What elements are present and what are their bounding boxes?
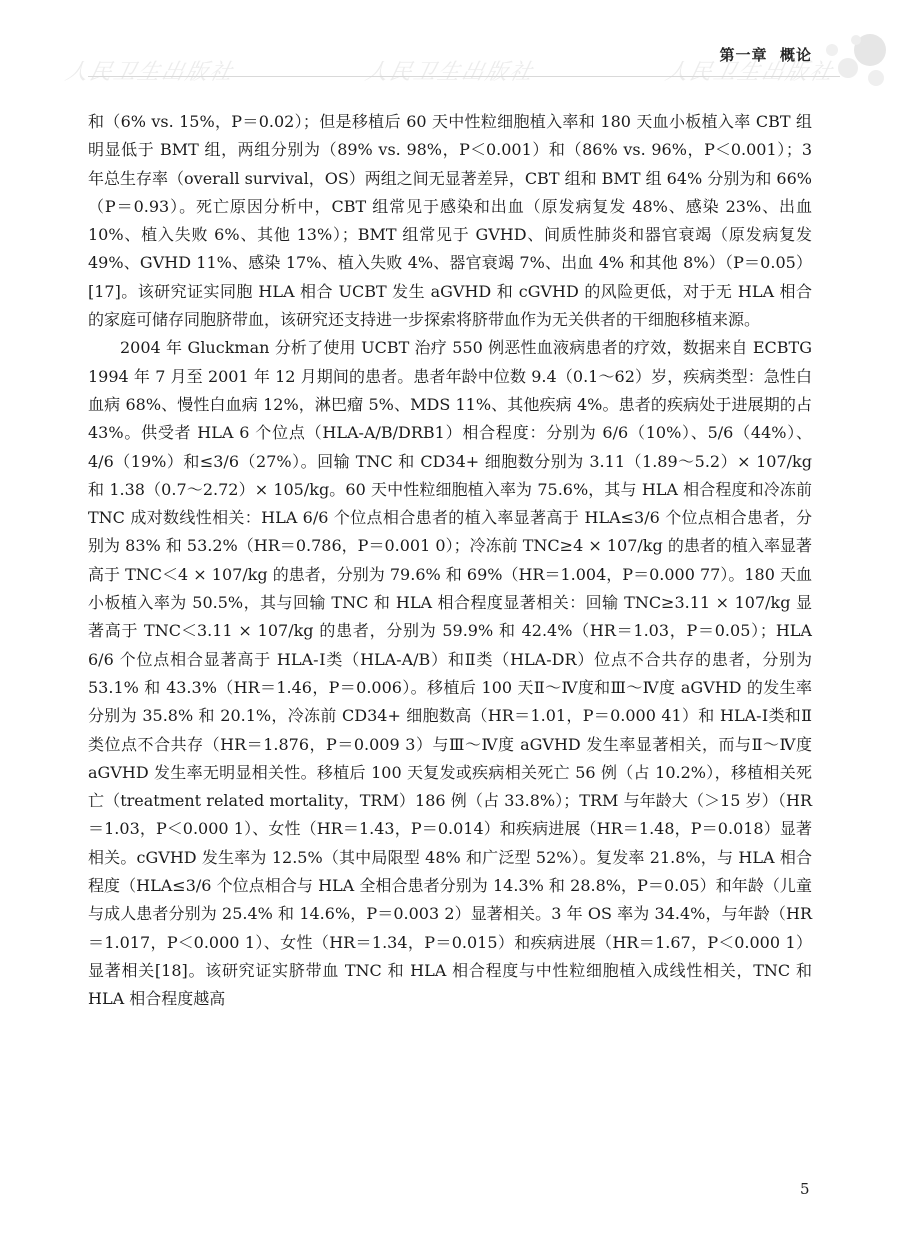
body-text xyxy=(88,108,812,1014)
watermark: 人民卫生出版社 xyxy=(62,59,237,85)
chapter-header xyxy=(720,44,812,65)
chapter-title: 概论 xyxy=(779,46,812,64)
decorative-dots-icon xyxy=(810,28,890,98)
watermark: 人民卫生出版社 xyxy=(662,59,837,85)
paragraph-1: 和（6% vs. 15%，P＝0.02）；但是移植后 60 天中性粒细胞植入率和 180 天血小板植入率 CBT 组明显低于 BMT 组，两组分别为（89% vs. 98%，P＜0.001）和（86% vs. 96%，P＜0.001）；3 年总生存率（overall survival，OS）两组之间无显著差异，CBT 组和 BMT 组 64% 分别为和 66%（P＝0.93）。死亡原因分析中，CBT 组常见于感染和出血（原发病复发 48%、感染 23%、出血 10%、植入失败 6%、其他 13%）；BMT 组常见于 GVHD、间质性肺炎和器官衰竭（原发病复发 49%、GVHD 11%、感染 17%、植入失败 4%、器官衰竭 7%、出血 4% 和其他 8%）（P＝0.05）[17]。该研究证实同胞 HLA 相合 UCBT 发生 aGVHD 和 cGVHD 的风险更低，对于无 HLA 相合的家庭可储存同胞脐带血，该研究还支持进一步探索将脐带血作为无关供者的干细胞移植来源。 xyxy=(88,112,812,330)
chapter-number: 第一章 xyxy=(719,46,768,64)
page-number: 5 xyxy=(800,1180,810,1198)
paragraph-2: 2004 年 Gluckman 分析了使用 UCBT 治疗 550 例恶性血液病患者的疗效，数据来自 ECBTG 1994 年 7 月至 2001 年 12 月期间的患者。患者年龄中位数 9.4（0.1～62）岁，疾病类型：急性白血病 68%、慢性白血病 12%，淋巴瘤 5%、MDS 11%、其他疾病 4%。患者的疾病处于进展期的占 43%。供受者 HLA 6 个位点（HLA-A/B/DRB1）相合程度：分别为 6/6（10%）、5/6（44%）、4/6（19%）和≤3/6（27%）。回输 TNC 和 CD34+ 细胞数分别为 3.11（1.89～5.2）× 107/kg 和 1.38（0.7～2.72）× 105/kg。60 天中性粒细胞植入率为 75.6%，其与 HLA 相合程度和冷冻前 TNC 成对数线性相关：HLA 6/6 个位点相合患者的植入率显著高于 HLA≤3/6 个位点相合患者，分别为 83% 和 53.2%（HR＝0.786，P＝0.001 0）；冷冻前 TNC≥4 × 107/kg 的患者的植入率显著高于 TNC＜4 × 107/kg 的患者，分别为 79.6% 和 69%（HR＝1.004，P＝0.000 77）。180 天血小板植入率为 50.5%，其与回输 TNC 和 HLA 相合程度显著相关：回输 TNC≥3.11 × 107/kg 显著高于 TNC＜3.11 × 107/kg 的患者，分别为 59.9% 和 42.4%（HR＝1.03，P＝0.05）；HLA 6/6 个位点相合显著高于 HLA-Ⅰ类（HLA-A/B）和Ⅱ类（HLA-DR）位点不合共存的患者，分别为 53.1% 和 43.3%（HR＝1.46，P＝0.006）。移植后 100 天Ⅱ～Ⅳ度和Ⅲ～Ⅳ度 aGVHD 的发生率分别为 35.8% 和 20.1%，冷冻前 CD34+ 细胞数高（HR＝1.01，P＝0.000 41）和 HLA-Ⅰ类和Ⅱ类位点不合共存（HR＝1.876，P＝0.009 3）与Ⅲ～Ⅳ度 aGVHD 发生率显著相关，而与Ⅱ～Ⅳ度 aGVHD 发生率无明显相关性。移植后 100 天复发或疾病相关死亡 56 例（占 10.2%），移植相关死亡（treatment related mortality，TRM）186 例（占 33.8%）；TRM 与年龄大（＞15 岁）（HR＝1.03，P＜0.000 1）、女性（HR＝1.43，P＝0.014）和疾病进展（HR＝1.48，P＝0.018）显著相关。cGVHD 发生率为 12.5%（其中局限型 48% 和广泛型 52%）。复发率 21.8%，与 HLA 相合程度（HLA≤3/6 个位点相合与 HLA 全相合患者分别为 14.3% 和 28.8%，P＝0.05）和年龄（儿童与成人患者分别为 25.4% 和 14.6%，P＝0.003 2）显著相关。3 年 OS 率为 34.4%，与年龄（HR＝1.017，P＜0.000 1）、女性（HR＝1.34，P＝0.015）和疾病进展（HR＝1.67，P＜0.000 1）显著相关[18]。该研究证实脐带血 TNC 和 HLA 相合程度与中性粒细胞植入成线性相关，TNC 和 HLA 相合程度越高 xyxy=(88,338,812,1009)
header-divider xyxy=(88,76,840,77)
watermark: 人民卫生出版社 xyxy=(362,59,537,85)
